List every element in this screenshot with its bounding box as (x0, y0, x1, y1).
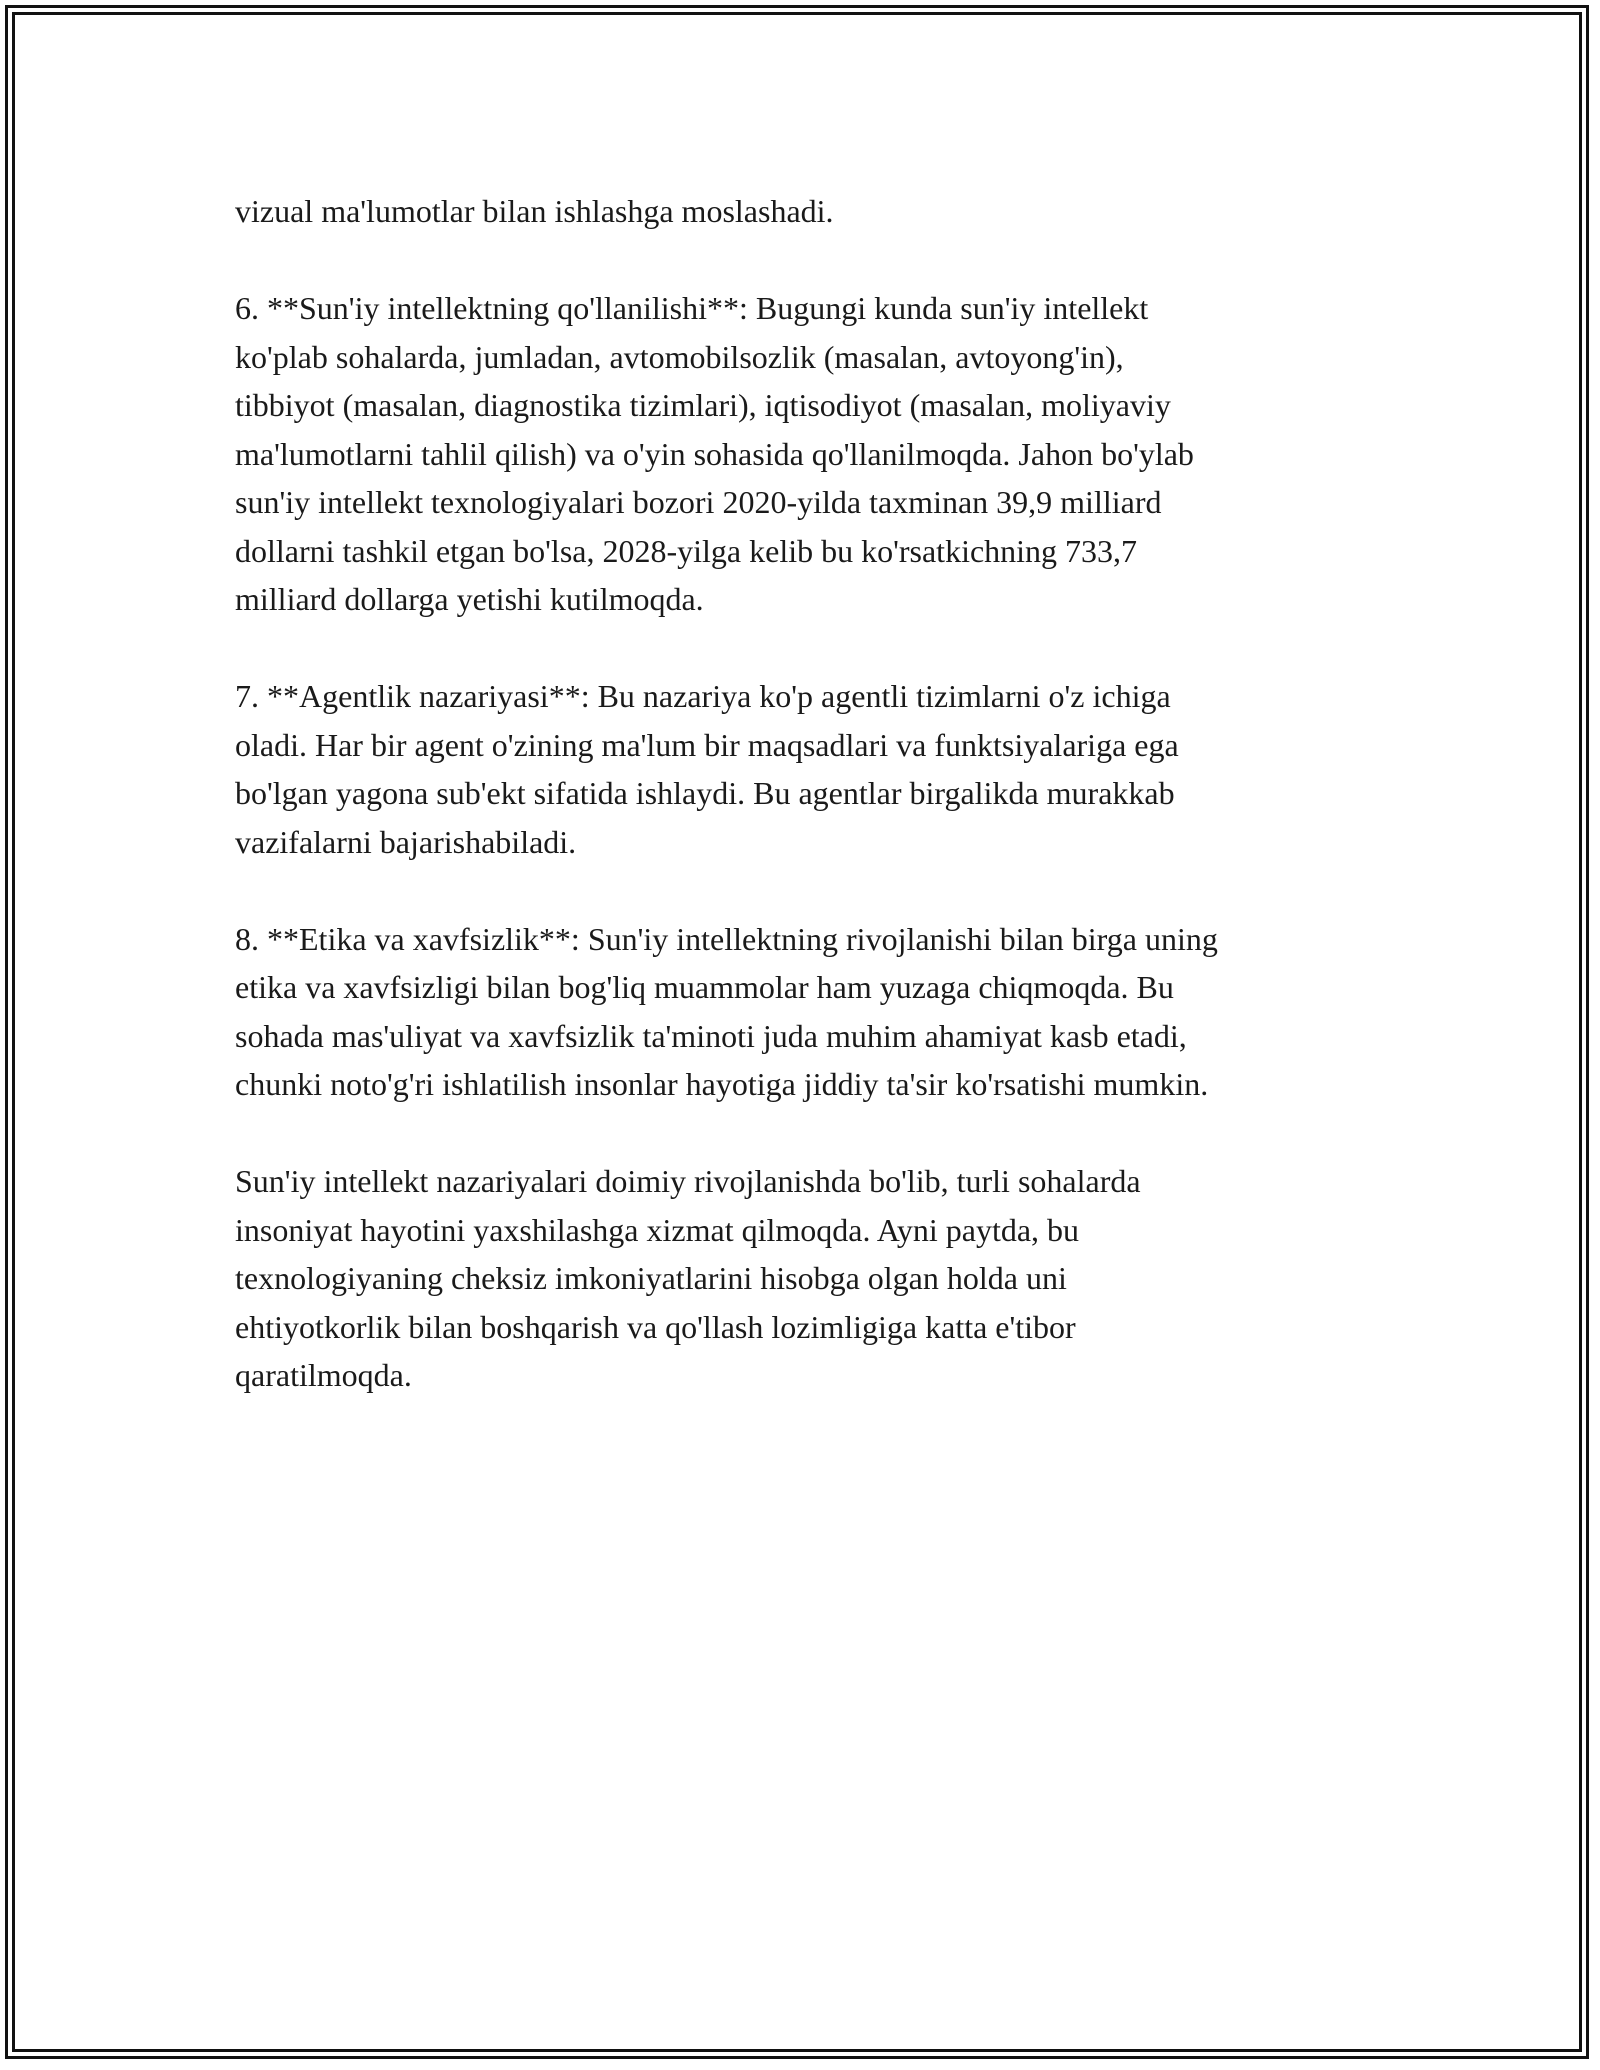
paragraph-agent-theory: 7. **Agentlik nazariyasi**: Bu nazariya ko'p agentli tizimlarni o'z ichiga oladi. Har bir agent o'zining ma'lum bir maqsadlari va funktsiyalariga ega bo'lgan yagona sub'ekt sifatida ishlaydi. Bu agentlar birgalikda murakkab vazifalarni bajarishabiladi. (235, 678, 1179, 860)
paragraph-ai-applications: 6. **Sun'iy intellektning qo'llanilishi**: Bugungi kunda sun'iy intellekt ko'plab sohalarda, jumladan, avtomobilsozlik (masalan, avtoyong'in), tibbiyot (masalan, diagnostika tizimlari), iqtisodiyot (masalan, moliyaviy ma'lumotlarni tahlil qilish) va o'yin sohasida qo'llanilmoqda. Jahon bo'ylab sun'iy intellekt texnologiyalari bozori 2020-yilda taxminan 39,9 milliard dollarni tashkil etgan bo'lsa, 2028-yilga kelib bu ko'rsatkichning 733,7 milliard dollarga yetishi kutilmoqda. (235, 290, 1194, 617)
document-body (235, 187, 1375, 1448)
paragraph-continuation: vizual ma'lumotlar bilan ishlashga moslashadi. (235, 193, 834, 229)
paragraph-conclusion: Sun'iy intellekt nazariyalari doimiy rivojlanishda bo'lib, turli sohalarda insoniyat hayotini yaxshilashga xizmat qilmoqda. Ayni paytda, bu texnologiyaning cheksiz imkoniyatlarini hisobga olgan holda uni ehtiyotkorlik bilan boshqarish va qo'llash lozimligiga katta e'tibor qaratilmoqda. (235, 1163, 1141, 1393)
paragraph-ethics-safety: 8. **Etika va xavfsizlik**: Sun'iy intellektning rivojlanishi bilan birga uning etika va xavfsizligi bilan bog'liq muammolar ham yuzaga chiqmoqda. Bu sohada mas'uliyat va xavfsizlik ta'minoti juda muhim ahamiyat kasb etadi, chunki noto'g'ri ishlatilish insonlar hayotiga jiddiy ta'sir ko'rsatishi mumkin. (235, 920, 1218, 1102)
